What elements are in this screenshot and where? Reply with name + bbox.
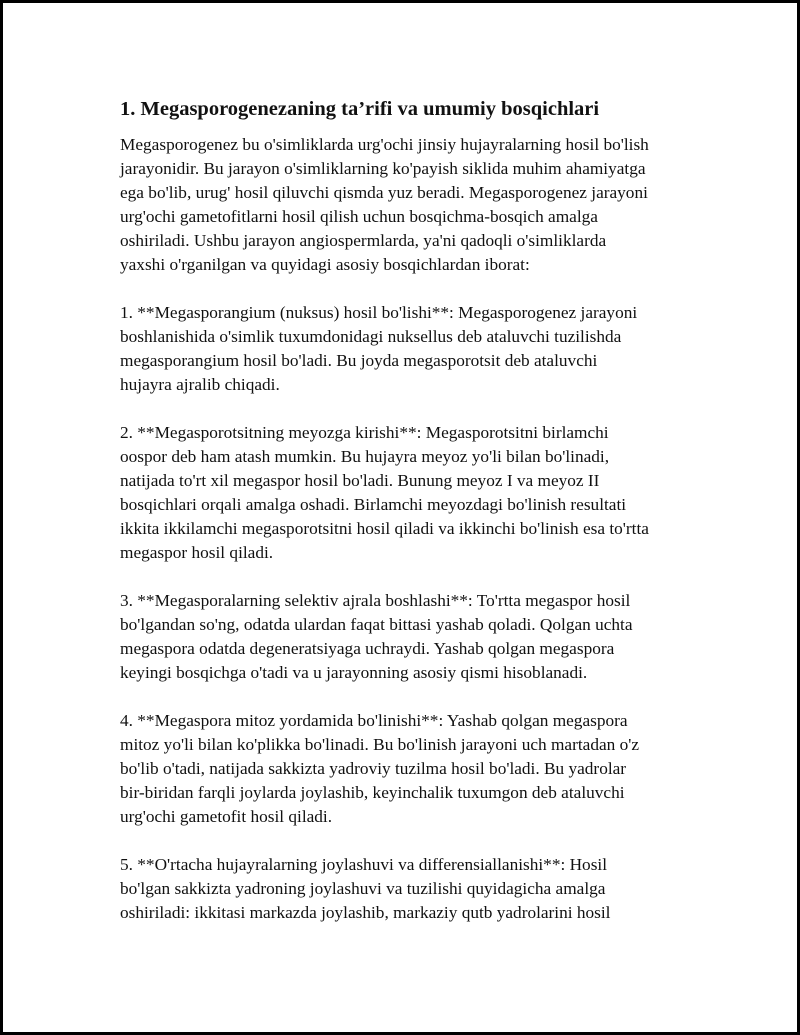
paragraph-line: ikkita ikkilamchi megasporotsitni hosil qiladi va ikkinchi bo'linish esa to'rtta [120, 519, 649, 538]
paragraph-line: natijada to'rt xil megaspor hosil bo'ladi. Bunung meyoz I va meyoz II [120, 471, 600, 490]
paragraph [120, 133, 690, 277]
paragraph-line: urg'ochi gametofit hosil qiladi. [120, 807, 333, 826]
paragraph-line: bosqichlari orqali amalga oshadi. Birlamchi meyozdagi bo'linish resultati [120, 495, 627, 514]
document-body [120, 95, 690, 949]
paragraph [120, 853, 690, 925]
paragraph [120, 589, 690, 685]
paragraph-line: keyingi bosqichga o'tadi va u jarayonning asosiy qismi hisoblanadi. [120, 663, 588, 682]
paragraph-line: urg'ochi gametofitlarni hosil qilish uchun bosqichma-bosqich amalga [120, 207, 598, 226]
paragraph-line: jarayonidir. Bu jarayon o'simliklarning ko'payish siklida muhim ahamiyatga [120, 159, 646, 178]
paragraph-line: 2. **Megasporotsitning meyozga kirishi**: Megasporotsitni birlamchi [120, 423, 609, 442]
paragraph-line: mitoz yo'li bilan ko'plikka bo'linadi. Bu bo'linish jarayoni uch martadan o'z [120, 735, 640, 754]
paragraph [120, 301, 690, 397]
paragraph-line: megaspor hosil qiladi. [120, 543, 274, 562]
paragraph-line: oospor deb ham atash mumkin. Bu hujayra meyoz yo'li bilan bo'linadi, [120, 447, 610, 466]
paragraph-line: boshlanishida o'simlik tuxumdonidagi nuksellus deb ataluvchi tuzilishda [120, 327, 622, 346]
paragraph-line: Megasporogenez bu o'simliklarda urg'ochi jinsiy hujayralarning hosil bo'lish [120, 135, 649, 154]
paragraph-line: 1. **Megasporangium (nuksus) hosil bo'lishi**: Megasporogenez jarayoni [120, 303, 638, 322]
section-heading: 1. Megasporogenezaning ta’rifi va umumiy bosqichlari [120, 98, 600, 120]
paragraph-line: oshiriladi. Ushbu jarayon angiospermlarda, ya'ni qadoqli o'simliklarda [120, 231, 607, 250]
paragraph-line: oshiriladi: ikkitasi markazda joylashib, markaziy qutb yadrolarini hosil [120, 903, 611, 922]
paragraph-line: hujayra ajralib chiqadi. [120, 375, 280, 394]
paragraph-line: 4. **Megaspora mitoz yordamida bo'linishi**: Yashab qolgan megaspora [120, 711, 628, 730]
paragraph-line: bo'lib o'tadi, natijada sakkizta yadroviy tuzilma hosil bo'ladi. Bu yadrolar [120, 759, 627, 778]
paragraph [120, 709, 690, 829]
paragraph-line: ega bo'lib, urug' hosil qiluvchi qismda yuz beradi. Megasporogenez jarayoni [120, 183, 648, 202]
paragraph-line: yaxshi o'rganilgan va quyidagi asosiy bosqichlardan iborat: [120, 255, 530, 274]
paragraph-line: megaspora odatda degeneratsiyaga uchraydi. Yashab qolgan megaspora [120, 639, 615, 658]
paragraph [120, 421, 690, 565]
paragraph-line: 3. **Megasporalarning selektiv ajrala boshlashi**: To'rtta megaspor hosil [120, 591, 631, 610]
paragraph-line: bir-biridan farqli joylarda joylashib, keyinchalik tuxumgon deb ataluvchi [120, 783, 625, 802]
paragraph-line: bo'lgandan so'ng, odatda ulardan faqat bittasi yashab qoladi. Qolgan uchta [120, 615, 633, 634]
paragraph-line: 5. **O'rtacha hujayralarning joylashuvi va differensiallanishi**: Hosil [120, 855, 608, 874]
paragraph-list [120, 133, 690, 925]
paragraph-line: bo'lgan sakkizta yadroning joylashuvi va tuzilishi quyidagicha amalga [120, 879, 606, 898]
paragraph-line: megasporangium hosil bo'ladi. Bu joyda megasporotsit deb ataluvchi [120, 351, 598, 370]
